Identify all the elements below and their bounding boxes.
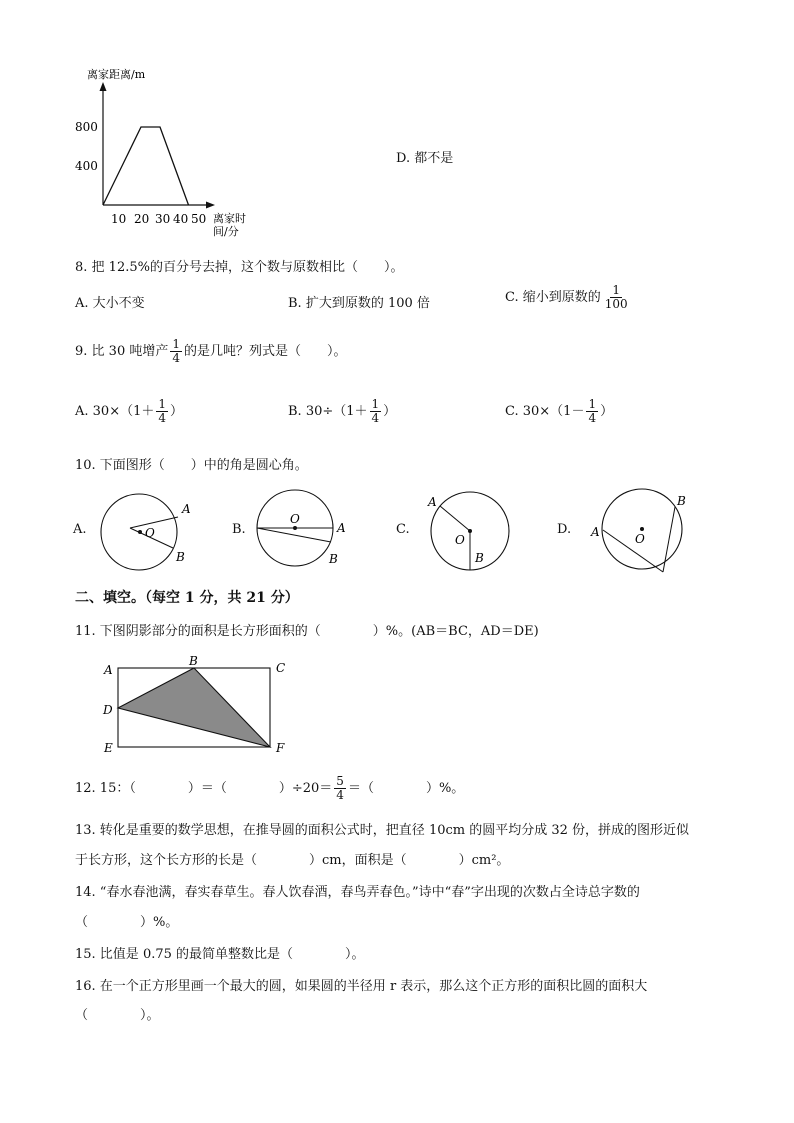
q8-frac-den: 100 [604,297,628,311]
q9-option-b-suffix: ） [383,404,397,419]
y-tick-800: 800 [75,120,98,134]
shaded-triangle-bdf [118,668,270,747]
x-tick-50: 50 [191,212,207,226]
question-9 [75,338,347,365]
circle-c-label-o: O [455,533,465,547]
x-tick-20: 20 [134,212,150,226]
question-8: 8. 把 12.5%的百分号去掉，这个数与原数相比（ ）。 [75,260,404,275]
q8-frac-num: 1 [612,283,621,297]
y-tick-400: 400 [75,159,98,173]
x-tick-40: 40 [173,212,189,226]
q9c-frac-den: 4 [588,411,597,425]
q9-fraction [170,338,182,365]
section-2-title: 二、填空。（每空 1 分，共 21 分） [75,590,299,606]
q9-option-a-suffix: ） [170,404,184,419]
q10-label-c: C. [396,522,410,537]
q9-option-b-prefix: B. 30÷（1＋ [288,404,368,419]
circle-d-chord-1 [603,530,663,572]
q11-label-f: F [276,741,285,755]
circle-d-label-o: O [635,532,645,546]
q8-option-c-text: C. 缩小到原数的 [505,290,601,305]
q9-option-b [288,398,396,425]
q12-frac-den: 4 [336,788,344,802]
circle-a-label-a: A [182,502,191,516]
q11-rectangle-figure [98,652,298,760]
q9-option-c-prefix: C. 30×（1－ [505,404,585,419]
circle-d-label-a: A [591,525,600,539]
circle-c-center [468,529,472,533]
q11-label-b: B [189,654,198,668]
q9-option-a-prefix: A. 30×（1＋ [75,404,155,419]
circle-b-chord [257,528,331,542]
q12-frac-num: 5 [336,774,344,788]
circle-a-label-o: O [145,526,155,540]
circle-d-chord-2 [663,507,675,572]
question-13-line-2: 于长方形，这个长方形的长是（ ）cm，面积是（ ）cm²。 [75,853,510,868]
circle-a-center [138,530,142,534]
circle-c-radius-1 [440,506,470,531]
question-10: 10. 下面图形（ ）中的角是圆心角。 [75,458,308,473]
circle-b-label-a: A [337,521,346,535]
distance-time-graph [70,62,260,242]
distance-line [103,127,189,205]
question-14-line-1: 14. “春水春池满，春实春草生。春人饮春酒，春鸟弄春色。”诗中“春”字出现的次数占全诗总字数的 [75,885,640,900]
q9-text-prefix: 9. 比 30 吨增产 [75,344,169,359]
q8-option-a: A. 大小不变 [75,296,145,311]
q9-option-a [75,398,183,425]
q12-prefix: 12. 15：（ ）＝（ ）÷20＝ [75,781,333,796]
q9-frac-num: 1 [172,337,180,351]
circle-d-center [640,527,644,531]
x-tick-30: 30 [155,212,171,226]
graph-ylabel: 离家距离/m [87,68,146,81]
question-12 [75,775,464,802]
q9b-frac-den: 4 [371,411,380,425]
q9b-frac-num: 1 [371,397,380,411]
question-13-line-1: 13. 转化是重要的数学思想，在推导圆的面积公式时，把直径 10cm 的圆平均分成 32 份，拼成的图形近似 [75,823,690,838]
q11-label-e: E [104,741,113,755]
circle-b-label-o: O [290,512,300,526]
q9a-frac-num: 1 [158,397,166,411]
circle-c-label-b: B [475,551,484,565]
question-16-line-2: （ ）。 [75,1008,160,1023]
q11-label-c: C [276,661,286,675]
question-16-line-1: 16. 在一个正方形里画一个最大的圆，如果圆的半径用 r 表示，那么这个正方形的面积比圆的面积大 [75,979,648,994]
q9-option-a-fraction [156,398,168,425]
graph-xlabel-line1: 离家时 [213,212,246,225]
circle-b-label-b: B [329,552,338,566]
q10-label-d: D. [557,522,572,537]
q9-option-c-fraction [586,398,598,425]
question-14-line-2: （ ）%。 [75,915,179,930]
q8-option-c-fraction [603,284,630,311]
circle-a-label-b: B [176,550,185,564]
q10-circle-c [420,488,520,580]
question-15: 15. 比值是 0.75 的最简单整数比是（ ）。 [75,947,365,962]
q9c-frac-num: 1 [588,397,597,411]
q12-fraction [334,775,346,802]
q9-option-c [505,398,613,425]
q9-option-c-suffix: ） [600,404,614,419]
q8-option-b: B. 扩大到原数的 100 倍 [288,296,430,311]
q9-text-suffix: 的是几吨？列式是（ ）。 [183,344,347,359]
q9a-frac-den: 4 [158,411,166,425]
x-axis-arrow [206,202,215,209]
q9-option-b-fraction [370,398,382,425]
circle-c-label-a: A [428,495,437,509]
q10-label-a: A. [73,522,87,537]
q10-circle-a [95,490,205,580]
x-tick-10: 10 [111,212,127,226]
q7-option-d: D. 都不是 [396,151,454,166]
q12-suffix: ＝（ ）%。 [347,781,465,796]
q8-option-c [505,284,632,311]
q11-label-a: A [104,663,113,677]
q10-circle-b [253,485,363,580]
question-11: 11. 下图阴影部分的面积是长方形面积的（ ）%。(AB＝BC，AD＝DE) [75,624,539,639]
q10-circle-d [585,485,695,580]
q11-label-d: D [103,703,113,717]
circle-d-label-b: B [677,494,686,508]
q9-frac-den: 4 [172,351,180,365]
q10-label-b: B. [232,522,246,537]
graph-xlabel-line2: 间/分 [213,225,239,238]
circle-b-center [293,526,297,530]
y-axis-arrow [100,82,107,91]
